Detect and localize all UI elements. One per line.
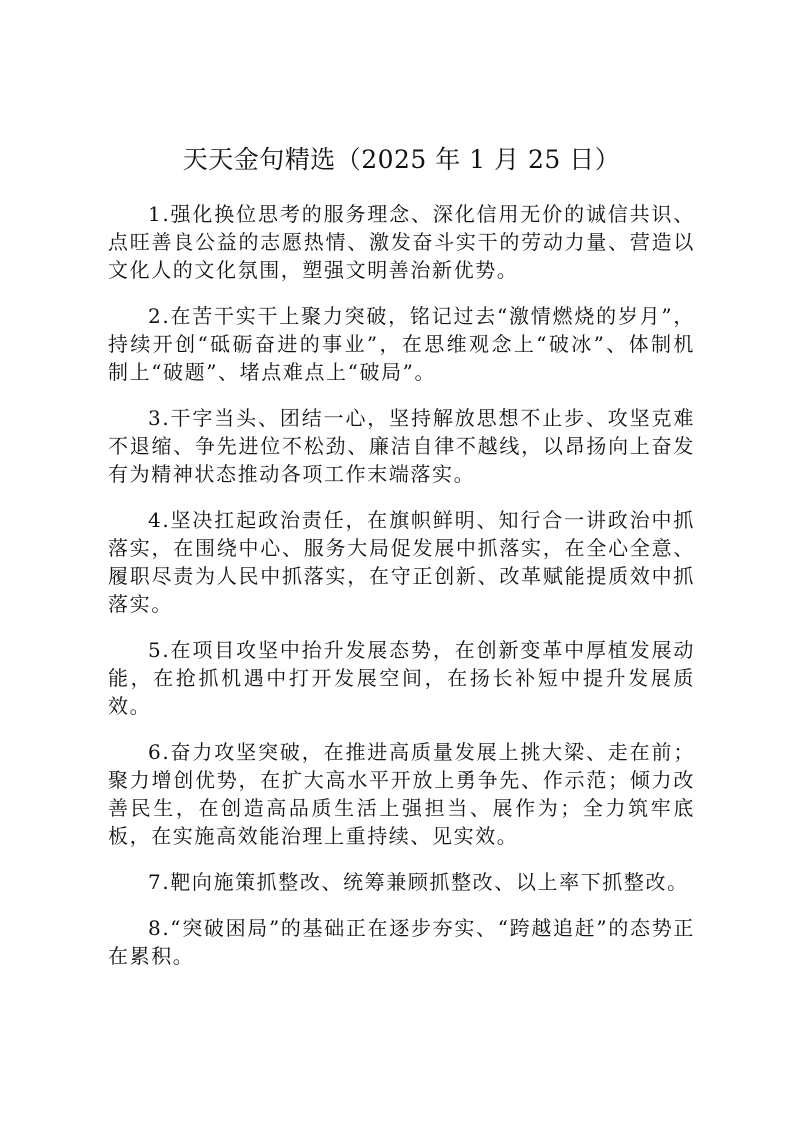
paragraph-8: 8.“突破困局”的基础正在逐步夯实、“跨越追赶”的态势正在累积。	[108, 916, 695, 968]
paragraph-7: 7.靶向施策抓整改、统筹兼顾抓整改、以上率下抓整改。	[148, 870, 689, 894]
paragraph-6: 6.奋力攻坚突破，在推进高质量发展上挑大梁、走在前；聚力增创优势，在扩大高水平开放上勇争先、作示范；倾力改善民生，在创造高品质生活上强担当、展作为；全力筑牢底板，在实施高效能治理上重持续、见实效。	[108, 740, 695, 848]
document-title: 天天金句精选（2025 年 1 月 25 日）	[182, 145, 621, 174]
paragraph-1: 1.强化换位思考的服务理念、深化信用无价的诚信共识、点旺善良公益的志愿热情、激发奋斗实干的劳动力量、营造以文化人的文化氛围，塑强文明善治新优势。	[108, 202, 695, 282]
paragraph-5: 5.在项目攻坚中抬升发展态势，在创新变革中厚植发展动能，在抢抓机遇中打开发展空间，在扬长补短中提升发展质效。	[108, 638, 695, 718]
paragraph-3: 3.干字当头、团结一心，坚持解放思想不止步、攻坚克难不退缩、争先进位不松劲、廉洁自律不越线，以昂扬向上奋发有为精神状态推动各项工作末端落实。	[108, 406, 695, 486]
paragraph-2: 2.在苦干实干上聚力突破，铭记过去“激情燃烧的岁月”，持续开创“砥砺奋进的事业”，在思维观念上“破冰”、体制机制上“破题”、堵点难点上“破局”。	[108, 304, 695, 384]
paragraph-4: 4.坚决扛起政治责任，在旗帜鲜明、知行合一讲政治中抓落实，在围绕中心、服务大局促发展中抓落实，在全心全意、履职尽责为人民中抓落实，在守正创新、改革赋能提质效中抓落实。	[108, 508, 695, 616]
